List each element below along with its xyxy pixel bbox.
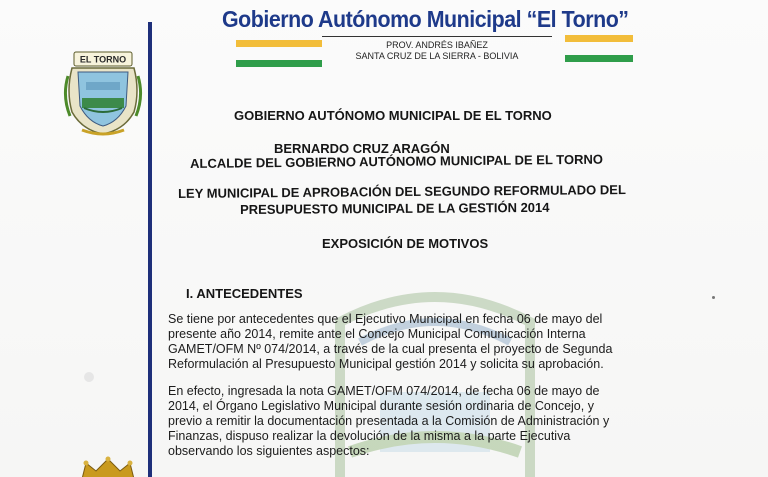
heading-mayor-name: BERNARDO CRUZ ARAGÓN [274,141,450,156]
section-heading-antecedentes: I. ANTECEDENTES [186,286,303,301]
paragraph-line: 2014, el Órgano Legislativo Municipal durante sesión ordinaria de Concejo, y [168,399,594,413]
letterhead-title: Gobierno Autónomo Municipal “El Torno” [222,6,629,32]
letterhead-bar-green-left [236,60,322,67]
paragraph-line: Se tiene por antecedentes que el Ejecutivo Municipal en fecha 06 de mayo del [168,312,603,326]
letterhead-bar-yellow-right [565,35,633,42]
crown-ornament-icon [78,455,138,477]
letterhead-bar-green-right [565,55,633,62]
paragraph-antecedentes-1 [168,312,612,372]
vertical-margin-rule [148,22,152,477]
paragraph-line: En efecto, ingresada la nota GAMET/OFM 074/2014, de fecha 06 de mayo de [168,384,600,398]
paragraph-line: GAMET/OFM Nº 074/2014, a través de la cual presenta el proyecto de Segunda [168,342,613,356]
address-line-2: SANTA CRUZ DE LA SIERRA - BOLIVIA [355,51,519,61]
paragraph-antecedentes-2 [168,384,609,459]
paragraph-line: Finanzas, dispuso realizar la devolución de la misma a la parte Ejecutiva [168,429,571,443]
letterhead-divider [322,36,552,37]
heading-law-title-line-1: LEY MUNICIPAL DE APROBACIÓN DEL SEGUNDO REFORMULADO DEL [178,182,626,201]
municipal-crest-logo [62,46,144,138]
scan-speck [712,296,715,299]
paragraph-line: presente año 2014, remite ante el Concejo Municipal Comunicación Interna [168,327,586,341]
heading-exposition: EXPOSICIÓN DE MOTIVOS [322,236,489,251]
heading-law-title-line-2: PRESUPUESTO MUNICIPAL DE LA GESTIÓN 2014 [240,199,550,217]
letterhead-address [322,40,552,62]
address-line-1: PROV. ANDRÉS IBAÑEZ [386,40,488,50]
heading-mayor-title: ALCALDE DEL GOBIERNO AUTÓNOMO MUNICIPAL DE EL TORNO [190,151,604,171]
scan-speck [84,372,94,382]
paragraph-line: previo a remitir la documentación presentada a la Comisión de Administración y [168,414,610,428]
paragraph-line: observando los siguientes aspectos: [168,444,370,458]
crest-label: EL TORNO [79,54,127,65]
letterhead-bar-yellow-left [236,40,322,47]
heading-government-name: GOBIERNO AUTÓNOMO MUNICIPAL DE EL TORNO [234,108,552,123]
paragraph-line: Reformulación al Presupuesto Municipal gestión 2014 y solicita su aprobación. [168,357,604,371]
